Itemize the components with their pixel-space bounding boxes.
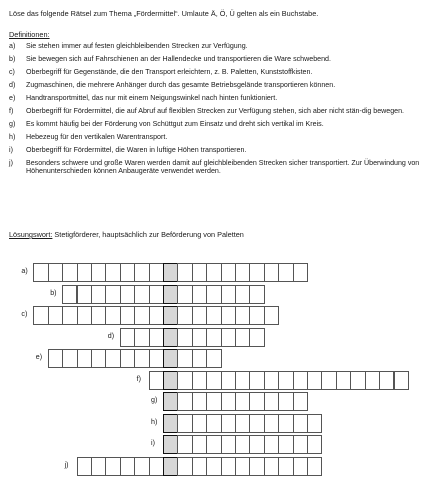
crossword-cell[interactable]	[307, 457, 322, 476]
crossword-cell[interactable]	[62, 263, 77, 282]
crossword-cell[interactable]	[192, 306, 207, 325]
crossword-cell[interactable]	[77, 457, 92, 476]
crossword-cell[interactable]	[235, 457, 250, 476]
crossword-cell[interactable]	[365, 371, 380, 390]
definition-letter: g)	[9, 120, 16, 128]
definition-text: Handtransportmittel, das nur mit einem Neigungswinkel nach hinten funktioniert.	[26, 94, 278, 102]
crossword-cell[interactable]	[278, 392, 293, 411]
solution-cell[interactable]	[163, 457, 178, 476]
definition-letter: j)	[9, 159, 13, 167]
crossword-cell[interactable]	[177, 414, 192, 433]
crossword-cell[interactable]	[278, 263, 293, 282]
crossword-cell[interactable]	[394, 371, 409, 390]
crossword-cell[interactable]	[62, 285, 77, 304]
crossword-cell[interactable]	[249, 435, 264, 454]
definition-text: Sie bewegen sich auf Fahrschienen an der Hallendecke und transportieren die Ware schwebend.	[26, 55, 331, 63]
crossword-cell[interactable]	[221, 414, 236, 433]
crossword-cell[interactable]	[249, 328, 264, 347]
crossword-cell[interactable]	[249, 457, 264, 476]
crossword-cell[interactable]	[105, 263, 120, 282]
crossword-cell[interactable]	[91, 457, 106, 476]
crossword-cell[interactable]	[177, 285, 192, 304]
crossword-cell[interactable]	[134, 349, 149, 368]
crossword-cell[interactable]	[134, 306, 149, 325]
crossword-cell[interactable]	[249, 371, 264, 390]
crossword-row-label: j)	[64, 460, 69, 469]
crossword-cell[interactable]	[33, 263, 48, 282]
crossword-cell[interactable]	[206, 306, 221, 325]
crossword-cell[interactable]	[149, 263, 164, 282]
crossword-row	[163, 435, 322, 454]
crossword-cell[interactable]	[278, 414, 293, 433]
crossword-cell[interactable]	[177, 435, 192, 454]
crossword-cell[interactable]	[249, 285, 264, 304]
crossword-cell[interactable]	[278, 435, 293, 454]
crossword-cell[interactable]	[264, 457, 279, 476]
crossword-cell[interactable]	[192, 435, 207, 454]
crossword-cell[interactable]	[91, 263, 106, 282]
crossword-cell[interactable]	[149, 306, 164, 325]
solution-cell[interactable]	[163, 328, 178, 347]
definition-text: Hebezeug für den vertikalen Warentransport.	[26, 133, 168, 141]
crossword-cell[interactable]	[91, 349, 106, 368]
crossword-row-label: c)	[21, 310, 28, 318]
crossword-row	[33, 306, 279, 325]
crossword-cell[interactable]	[249, 263, 264, 282]
puzzle-intro: Löse das folgende Rätsel zum Thema „Fördermittel“. Umlaute Ä, Ö, Ü gelten als ein Buchstabe.	[9, 9, 319, 18]
crossword-cell[interactable]	[235, 306, 250, 325]
crossword-cell[interactable]	[192, 263, 207, 282]
crossword-cell[interactable]	[134, 263, 149, 282]
crossword-cell[interactable]	[91, 306, 106, 325]
crossword-cell[interactable]	[206, 414, 221, 433]
crossword-cell[interactable]	[192, 392, 207, 411]
crossword-row	[120, 328, 265, 347]
crossword-cell[interactable]	[177, 328, 192, 347]
crossword-cell[interactable]	[264, 435, 279, 454]
crossword-row-label: b)	[50, 288, 57, 297]
crossword-cell[interactable]	[134, 457, 149, 476]
crossword-cell[interactable]	[177, 349, 192, 368]
definition-letter: c)	[9, 68, 15, 76]
crossword-cell[interactable]	[192, 371, 207, 390]
crossword-cell[interactable]	[307, 414, 322, 433]
definition-text: Sie stehen immer auf festen gleichbleibenden Strecken zur Verfügung.	[26, 42, 248, 50]
solution-cell[interactable]	[163, 435, 178, 454]
crossword-cell[interactable]	[221, 435, 236, 454]
crossword-cell[interactable]	[177, 457, 192, 476]
crossword-cell[interactable]	[105, 457, 120, 476]
crossword-cell[interactable]	[235, 414, 250, 433]
crossword-cell[interactable]	[192, 328, 207, 347]
crossword-row	[33, 263, 308, 282]
definition-letter: b)	[9, 55, 16, 63]
crossword-cell[interactable]	[293, 392, 308, 411]
crossword-cell[interactable]	[221, 263, 236, 282]
crossword-row-label: f)	[136, 374, 141, 383]
crossword-cell[interactable]	[206, 285, 221, 304]
definition-letter: h)	[9, 133, 16, 141]
crossword-cell[interactable]	[48, 349, 63, 368]
definition-letter: a)	[9, 42, 16, 50]
solution-cell[interactable]	[163, 306, 178, 325]
crossword-row-label: i)	[151, 439, 155, 447]
crossword-cell[interactable]	[307, 371, 322, 390]
definition-text: Es kommt häufig bei der Förderung von Schüttgut zum Einsatz und dreht sich vertikal im Kreis.	[26, 120, 324, 128]
crossword-cell[interactable]	[293, 371, 308, 390]
crossword-cell[interactable]	[264, 392, 279, 411]
definitions-heading: Definitionen:	[9, 30, 50, 39]
crossword-cell[interactable]	[264, 306, 279, 325]
crossword-cell[interactable]	[206, 392, 221, 411]
crossword-cell[interactable]	[77, 263, 92, 282]
crossword-cell[interactable]	[149, 371, 164, 390]
crossword-cell[interactable]	[192, 285, 207, 304]
crossword-row	[163, 392, 308, 411]
crossword-cell[interactable]	[249, 306, 264, 325]
definition-letter: e)	[9, 94, 16, 102]
definition-text: Besonders schwere und große Waren werden damit auf gleichbleibenden Strecken sicher transportiert. Zur Überwindung von Höhenunterschieden können Anbaugeräte verwendet werden.	[26, 159, 420, 176]
crossword-cell[interactable]	[105, 285, 120, 304]
crossword-cell[interactable]	[77, 285, 92, 304]
crossword-cell[interactable]	[105, 349, 120, 368]
crossword-cell[interactable]	[235, 371, 250, 390]
crossword-row	[62, 285, 265, 304]
crossword-cell[interactable]	[293, 435, 308, 454]
crossword-cell[interactable]	[321, 371, 336, 390]
crossword-cell[interactable]	[105, 306, 120, 325]
crossword-cell[interactable]	[221, 328, 236, 347]
crossword-cell[interactable]	[235, 328, 250, 347]
crossword-cell[interactable]	[278, 457, 293, 476]
crossword-row	[48, 349, 222, 368]
crossword-cell[interactable]	[293, 414, 308, 433]
crossword-cell[interactable]	[264, 414, 279, 433]
crossword-cell[interactable]	[307, 435, 322, 454]
crossword-cell[interactable]	[48, 306, 63, 325]
crossword-row-label: d)	[107, 331, 115, 340]
crossword-cell[interactable]	[249, 392, 264, 411]
crossword-cell[interactable]	[278, 371, 293, 390]
solution-cell[interactable]	[163, 349, 178, 368]
solution-cell[interactable]	[163, 371, 178, 390]
crossword-row	[149, 371, 409, 390]
definition-text: Zugmaschinen, die mehrere Anhänger durch das gesamte Betriebsgelände transportieren können.	[26, 81, 336, 89]
crossword-cell[interactable]	[62, 349, 77, 368]
crossword-cell[interactable]	[33, 306, 48, 325]
crossword-cell[interactable]	[293, 263, 308, 282]
crossword-cell[interactable]	[235, 435, 250, 454]
crossword-cell[interactable]	[91, 285, 106, 304]
crossword-cell[interactable]	[177, 263, 192, 282]
crossword-cell[interactable]	[120, 263, 135, 282]
crossword-cell[interactable]	[192, 457, 207, 476]
crossword-cell[interactable]	[149, 328, 164, 347]
crossword-cell[interactable]	[221, 371, 236, 390]
crossword-row	[163, 414, 322, 433]
solution-cell[interactable]	[163, 263, 178, 282]
crossword-cell[interactable]	[221, 285, 236, 304]
definition-text: Oberbegriff für Fördermittel, die auf Abruf auf flexiblen Strecken zur Verfügung stehen, sich aber nicht stän-dig bewegen.	[26, 107, 405, 115]
solution-cell[interactable]	[163, 414, 178, 433]
crossword-cell[interactable]	[221, 306, 236, 325]
definition-text: Oberbegriff für Fördermittel, die Waren in luftige Höhen transportieren.	[26, 146, 247, 154]
solution-word-label: Lösungswort:	[9, 230, 53, 239]
crossword-cell[interactable]	[120, 328, 135, 347]
crossword-cell[interactable]	[235, 392, 250, 411]
crossword-cell[interactable]	[206, 349, 221, 368]
crossword-cell[interactable]	[235, 285, 250, 304]
definition-text: Oberbegriff für Gegenstände, die den Transport erleichtern, z. B. Paletten, Kunststoffkisten.	[26, 68, 313, 76]
crossword-cell[interactable]	[264, 263, 279, 282]
definition-letter: f)	[9, 107, 14, 115]
crossword-cell[interactable]	[350, 371, 365, 390]
crossword-row-label: h)	[151, 417, 158, 426]
solution-word-hint: Stetigförderer, hauptsächlich zur Beförderung von Paletten	[52, 230, 244, 239]
crossword-cell[interactable]	[336, 371, 351, 390]
crossword-cell[interactable]	[134, 328, 149, 347]
crossword-cell[interactable]	[192, 414, 207, 433]
crossword-cell[interactable]	[62, 306, 77, 325]
crossword-cell[interactable]	[235, 263, 250, 282]
crossword-cell[interactable]	[379, 371, 394, 390]
crossword-cell[interactable]	[134, 285, 149, 304]
solution-cell[interactable]	[163, 392, 178, 411]
solution-cell[interactable]	[163, 285, 178, 304]
crossword-row-label: g)	[151, 396, 158, 404]
crossword-cell[interactable]	[206, 263, 221, 282]
crossword-cell[interactable]	[77, 306, 92, 325]
crossword-cell[interactable]	[221, 457, 236, 476]
crossword-cell[interactable]	[48, 263, 63, 282]
crossword-cell[interactable]	[77, 349, 92, 368]
crossword-cell[interactable]	[206, 328, 221, 347]
crossword-cell[interactable]	[177, 371, 192, 390]
crossword-cell[interactable]	[149, 285, 164, 304]
crossword-row-label: e)	[35, 353, 43, 361]
crossword-cell[interactable]	[120, 306, 135, 325]
crossword-cell[interactable]	[120, 349, 135, 368]
crossword-cell[interactable]	[177, 392, 192, 411]
crossword-cell[interactable]	[149, 349, 164, 368]
definition-letter: d)	[9, 81, 16, 89]
crossword-cell[interactable]	[221, 392, 236, 411]
crossword-cell[interactable]	[120, 457, 135, 476]
crossword-cell[interactable]	[206, 435, 221, 454]
crossword-cell[interactable]	[206, 457, 221, 476]
crossword-row	[77, 457, 323, 476]
crossword-row-label: a)	[21, 267, 28, 275]
definition-letter: i)	[9, 146, 13, 154]
crossword-cell[interactable]	[206, 371, 221, 390]
crossword-cell[interactable]	[149, 457, 164, 476]
crossword-cell[interactable]	[177, 306, 192, 325]
crossword-cell[interactable]	[249, 414, 264, 433]
crossword-cell[interactable]	[264, 371, 279, 390]
crossword-cell[interactable]	[120, 285, 135, 304]
crossword-cell[interactable]	[293, 457, 308, 476]
crossword-cell[interactable]	[192, 349, 207, 368]
